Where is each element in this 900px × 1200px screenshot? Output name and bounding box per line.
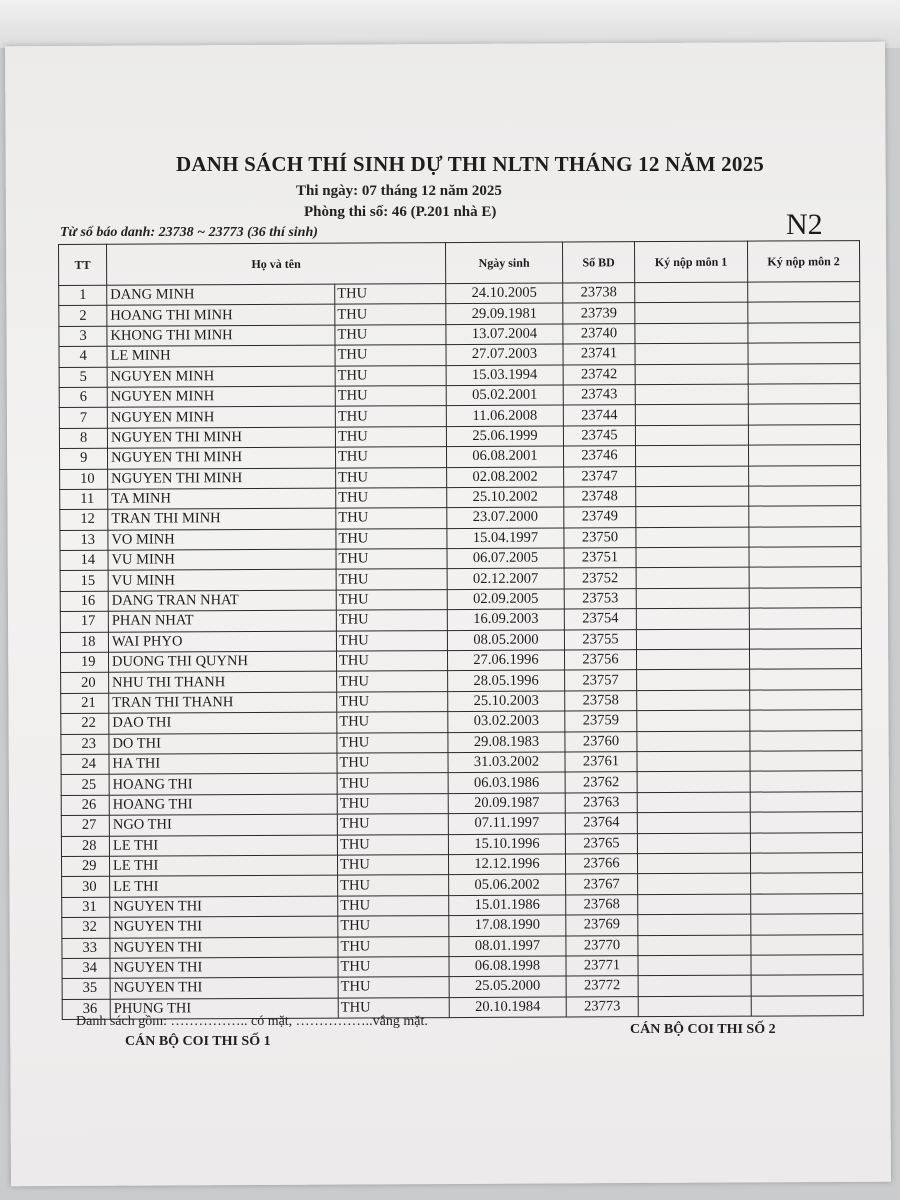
given-name-cell: THU xyxy=(336,508,447,529)
sign-subject-1-cell xyxy=(637,670,750,691)
row-number: 33 xyxy=(62,938,110,959)
given-name-cell: THU xyxy=(338,895,449,916)
candidate-number-cell: 23739 xyxy=(563,303,635,324)
row-number: 11 xyxy=(60,489,108,510)
row-number: 8 xyxy=(59,428,107,449)
birth-date-cell: 20.10.1984 xyxy=(449,997,566,1018)
row-number: 16 xyxy=(60,591,108,612)
sign-subject-2-cell xyxy=(749,628,861,649)
row-number: 4 xyxy=(59,346,107,367)
surname-cell: VU MINH xyxy=(108,549,336,571)
sign-subject-1-cell xyxy=(636,629,749,650)
birth-date-cell: 11.06.2008 xyxy=(446,405,563,426)
surname-cell: NGUYEN THI xyxy=(110,896,338,918)
candidate-number-cell: 23769 xyxy=(566,915,638,936)
sign-subject-1-cell xyxy=(637,771,750,792)
candidate-number-cell: 23749 xyxy=(564,507,636,528)
surname-cell: DUONG THI QUYNH xyxy=(108,651,336,673)
birth-date-cell: 25.06.1999 xyxy=(446,426,563,447)
candidate-number-cell: 23745 xyxy=(563,425,635,446)
row-number: 21 xyxy=(61,693,109,714)
sign-subject-2-cell xyxy=(748,322,860,343)
row-number: 30 xyxy=(62,877,110,898)
given-name-cell: THU xyxy=(337,793,448,814)
row-number: 24 xyxy=(61,754,109,775)
sign-subject-2-cell xyxy=(748,302,860,323)
given-name-cell: THU xyxy=(335,324,446,345)
given-name-cell: THU xyxy=(338,936,449,957)
candidate-number-cell: 23754 xyxy=(564,609,636,630)
candidate-number-cell: 23744 xyxy=(563,405,635,426)
sign-subject-1-cell xyxy=(636,649,749,670)
given-name-cell: THU xyxy=(335,365,446,386)
candidate-number-cell: 23746 xyxy=(563,446,635,467)
sign-subject-1-cell xyxy=(636,466,749,487)
sign-subject-2-cell xyxy=(750,710,862,731)
sign-subject-1-cell xyxy=(635,404,748,425)
sign-subject-1-cell xyxy=(637,731,750,752)
candidate-number-range: Từ số báo danh: 23738 ~ 23773 (36 thí sinh) xyxy=(60,225,318,240)
birth-date-cell: 07.11.1997 xyxy=(448,813,565,834)
given-name-cell: THU xyxy=(336,528,447,549)
sign-subject-2-cell xyxy=(748,363,860,384)
surname-cell: LE MINH xyxy=(107,345,335,367)
birth-date-cell: 06.03.1986 xyxy=(448,772,565,793)
sign-subject-1-cell xyxy=(636,568,749,589)
birth-date-cell: 25.10.2002 xyxy=(447,487,564,508)
birth-date-cell: 17.08.1990 xyxy=(449,915,566,936)
surname-cell: VO MINH xyxy=(108,529,336,551)
row-number: 2 xyxy=(59,306,107,327)
surname-cell: NGUYEN MINH xyxy=(107,386,335,408)
row-number: 25 xyxy=(61,775,109,796)
birth-date-cell: 15.01.1986 xyxy=(449,895,566,916)
sign-subject-2-cell xyxy=(749,608,861,629)
surname-cell: PHUNG THI xyxy=(110,998,338,1020)
birth-date-cell: 05.02.2001 xyxy=(446,385,563,406)
row-number: 32 xyxy=(62,917,110,938)
given-name-cell: THU xyxy=(335,426,446,447)
birth-date-cell: 15.03.1994 xyxy=(446,365,563,386)
given-name-cell: THU xyxy=(338,956,449,977)
group-tag: N2 xyxy=(786,208,823,241)
sign-subject-1-cell xyxy=(636,588,749,609)
row-number: 35 xyxy=(62,979,110,1000)
given-name-cell: THU xyxy=(338,916,449,937)
birth-date-cell: 31.03.2002 xyxy=(448,752,565,773)
proctor-1-label: CÁN BỘ COI THI SỐ 1 xyxy=(125,1034,271,1049)
birth-date-cell: 25.10.2003 xyxy=(448,691,565,712)
surname-cell: NGUYEN THI MINH xyxy=(107,447,335,469)
header-full-name: Họ và tên xyxy=(107,243,446,286)
surname-cell: LE THI xyxy=(110,875,338,897)
sign-subject-2-cell xyxy=(750,791,862,812)
surname-cell: NGUYEN THI MINH xyxy=(107,427,335,449)
surname-cell: NGO THI xyxy=(109,814,337,836)
surname-cell: LE THI xyxy=(109,855,337,877)
sign-subject-2-cell xyxy=(751,934,863,955)
sign-subject-1-cell xyxy=(636,486,749,507)
sign-subject-2-cell xyxy=(749,485,861,506)
birth-date-cell: 06.07.2005 xyxy=(447,548,564,569)
exam-room: Phòng thi số: 46 (P.201 nhà E) xyxy=(304,204,497,220)
sign-subject-2-cell xyxy=(749,547,861,568)
given-name-cell: THU xyxy=(337,671,448,692)
given-name-cell: THU xyxy=(338,875,449,896)
candidate-number-cell: 23756 xyxy=(564,650,636,671)
candidate-number-cell: 23761 xyxy=(565,752,637,773)
candidate-number-cell: 23765 xyxy=(565,833,637,854)
sign-subject-1-cell xyxy=(635,425,748,446)
row-number: 17 xyxy=(60,612,108,633)
given-name-cell: THU xyxy=(335,386,446,407)
surname-cell: NGUYEN THI xyxy=(110,916,338,938)
birth-date-cell: 02.08.2002 xyxy=(447,467,564,488)
header-birth-date: Ngày sinh xyxy=(445,242,562,284)
given-name-cell: THU xyxy=(336,467,447,488)
row-number: 12 xyxy=(60,510,108,531)
surname-cell: NGUYEN MINH xyxy=(107,406,335,428)
birth-date-cell: 28.05.1996 xyxy=(448,670,565,691)
sign-subject-2-cell xyxy=(750,730,862,751)
row-number: 5 xyxy=(59,367,107,388)
candidate-number-cell: 23760 xyxy=(565,731,637,752)
surname-cell: NHU THI THANH xyxy=(109,672,337,694)
candidate-number-cell: 23748 xyxy=(564,487,636,508)
sign-subject-2-cell xyxy=(750,832,862,853)
sign-subject-1-cell xyxy=(637,812,750,833)
surname-cell: DO THI xyxy=(109,733,337,755)
surname-cell: VU MINH xyxy=(108,570,336,592)
sign-subject-2-cell xyxy=(748,282,860,303)
row-number: 18 xyxy=(60,632,108,653)
candidate-number-cell: 23750 xyxy=(564,527,636,548)
candidate-table-wrapper xyxy=(58,240,864,1020)
sign-subject-2-cell xyxy=(751,914,863,935)
sign-subject-2-cell xyxy=(751,954,863,975)
sign-subject-1-cell xyxy=(637,690,750,711)
birth-date-cell: 08.05.2000 xyxy=(447,630,564,651)
given-name-cell: THU xyxy=(337,773,448,794)
candidate-number-cell: 23740 xyxy=(563,323,635,344)
header-tt: TT xyxy=(59,244,107,285)
row-number: 3 xyxy=(59,326,107,347)
candidate-number-cell: 23771 xyxy=(566,956,638,977)
exam-date: Thi ngày: 07 tháng 12 năm 2025 xyxy=(296,183,502,199)
row-number: 29 xyxy=(61,856,109,877)
sign-subject-2-cell xyxy=(749,567,861,588)
table-header-row xyxy=(59,241,860,286)
given-name-cell: THU xyxy=(335,284,446,305)
candidate-number-cell: 23759 xyxy=(565,711,637,732)
sign-subject-2-cell xyxy=(749,526,861,547)
candidate-number-cell: 23772 xyxy=(566,976,638,997)
sign-subject-2-cell xyxy=(751,893,863,914)
sign-subject-2-cell xyxy=(751,873,863,894)
row-number: 7 xyxy=(59,408,107,429)
sign-subject-1-cell xyxy=(637,710,750,731)
birth-date-cell: 12.12.1996 xyxy=(448,854,565,875)
sign-subject-1-cell xyxy=(636,608,749,629)
given-name-cell: THU xyxy=(337,834,448,855)
candidate-number-cell: 23773 xyxy=(566,996,638,1017)
candidate-number-cell: 23753 xyxy=(564,589,636,610)
header-candidate-number: Số BD xyxy=(562,242,634,283)
surname-cell: KHONG THI MINH xyxy=(107,325,335,347)
sign-subject-1-cell xyxy=(638,996,751,1017)
row-number: 9 xyxy=(59,448,107,469)
attendance-summary: Danh sách gồm: …………….. có mặt, ……………..vắng mặt. xyxy=(76,1014,428,1029)
sign-subject-2-cell xyxy=(748,404,860,425)
given-name-cell: THU xyxy=(336,589,447,610)
birth-date-cell: 06.08.1998 xyxy=(449,956,566,977)
header-sign-subject-1: Ký nộp môn 1 xyxy=(634,241,747,283)
surname-cell: DANG MINH xyxy=(107,284,335,306)
sign-subject-1-cell xyxy=(635,282,748,303)
row-number: 15 xyxy=(60,571,108,592)
candidate-number-cell: 23764 xyxy=(565,813,637,834)
document-title: DANH SÁCH THÍ SINH DỰ THI NLTN THÁNG 12 NĂM 2025 xyxy=(176,152,764,176)
birth-date-cell: 15.10.1996 xyxy=(448,834,565,855)
surname-cell: HA THI xyxy=(109,753,337,775)
row-number: 31 xyxy=(62,897,110,918)
row-number: 14 xyxy=(60,550,108,571)
row-number: 20 xyxy=(61,673,109,694)
surname-cell: PHAN NHAT xyxy=(108,610,336,632)
candidate-number-cell: 23752 xyxy=(564,568,636,589)
sign-subject-2-cell xyxy=(751,975,863,996)
birth-date-cell: 27.06.1996 xyxy=(447,650,564,671)
row-number: 6 xyxy=(59,387,107,408)
sign-subject-2-cell xyxy=(750,689,862,710)
sign-subject-2-cell xyxy=(748,384,860,405)
row-number: 26 xyxy=(61,795,109,816)
sign-subject-1-cell xyxy=(638,894,751,915)
sign-subject-2-cell xyxy=(748,424,860,445)
sign-subject-1-cell xyxy=(637,853,750,874)
row-number: 19 xyxy=(60,652,108,673)
given-name-cell: THU xyxy=(337,732,448,753)
surname-cell: DAO THI xyxy=(109,712,337,734)
surname-cell: TRAN THI MINH xyxy=(108,508,336,530)
sign-subject-1-cell xyxy=(635,303,748,324)
given-name-cell: THU xyxy=(336,610,447,631)
surname-cell: TA MINH xyxy=(108,488,336,510)
given-name-cell: THU xyxy=(337,855,448,876)
background-paper-edge xyxy=(0,0,900,48)
birth-date-cell: 24.10.2005 xyxy=(446,283,563,304)
sign-subject-2-cell xyxy=(750,771,862,792)
candidate-number-cell: 23757 xyxy=(565,670,637,691)
row-number: 22 xyxy=(61,713,109,734)
given-name-cell: THU xyxy=(337,753,448,774)
birth-date-cell: 16.09.2003 xyxy=(447,609,564,630)
row-number: 23 xyxy=(61,734,109,755)
candidate-number-cell: 23741 xyxy=(563,344,635,365)
given-name-cell: THU xyxy=(337,691,448,712)
candidate-number-cell: 23763 xyxy=(565,792,637,813)
given-name-cell: THU xyxy=(336,569,447,590)
sign-subject-2-cell xyxy=(748,343,860,364)
surname-cell: NGUYEN THI xyxy=(110,937,338,959)
sign-subject-1-cell xyxy=(635,343,748,364)
surname-cell: HOANG THI MINH xyxy=(107,305,335,327)
sign-subject-2-cell xyxy=(749,649,861,670)
candidate-number-cell: 23743 xyxy=(563,385,635,406)
candidate-number-cell: 23755 xyxy=(564,629,636,650)
candidate-table xyxy=(58,240,864,1020)
sign-subject-1-cell xyxy=(638,975,751,996)
birth-date-cell: 23.07.2000 xyxy=(447,507,564,528)
sign-subject-1-cell xyxy=(635,445,748,466)
surname-cell: HOANG THI xyxy=(109,774,337,796)
sign-subject-2-cell xyxy=(750,812,862,833)
given-name-cell: THU xyxy=(338,977,449,998)
candidate-number-cell: 23758 xyxy=(565,690,637,711)
birth-date-cell: 25.05.2000 xyxy=(449,976,566,997)
given-name-cell: THU xyxy=(336,630,447,651)
candidate-number-cell: 23766 xyxy=(565,854,637,875)
sign-subject-2-cell xyxy=(750,751,862,772)
surname-cell: TRAN THI THANH xyxy=(109,692,337,714)
row-number: 34 xyxy=(62,958,110,979)
sign-subject-2-cell xyxy=(750,669,862,690)
given-name-cell: THU xyxy=(337,712,448,733)
surname-cell: NGUYEN MINH xyxy=(107,366,335,388)
sign-subject-2-cell xyxy=(751,995,863,1016)
candidate-number-cell: 23767 xyxy=(566,874,638,895)
sign-subject-1-cell xyxy=(635,364,748,385)
given-name-cell: THU xyxy=(336,488,447,509)
birth-date-cell: 06.08.2001 xyxy=(446,446,563,467)
candidate-number-cell: 23770 xyxy=(566,935,638,956)
sign-subject-2-cell xyxy=(750,853,862,874)
candidate-number-cell: 23742 xyxy=(563,364,635,385)
sign-subject-1-cell xyxy=(635,323,748,344)
row-number: 28 xyxy=(61,836,109,857)
surname-cell: NGUYEN THI MINH xyxy=(108,468,336,490)
given-name-cell: THU xyxy=(336,651,447,672)
surname-cell: DANG TRAN NHAT xyxy=(108,590,336,612)
surname-cell: NGUYEN THI xyxy=(110,977,338,999)
given-name-cell: THU xyxy=(335,345,446,366)
birth-date-cell: 05.06.2002 xyxy=(449,874,566,895)
surname-cell: NGUYEN THI xyxy=(110,957,338,979)
sign-subject-1-cell xyxy=(637,751,750,772)
sign-subject-1-cell xyxy=(636,547,749,568)
given-name-cell: THU xyxy=(335,304,446,325)
birth-date-cell: 02.09.2005 xyxy=(447,589,564,610)
sign-subject-2-cell xyxy=(749,587,861,608)
birth-date-cell: 15.04.1997 xyxy=(447,528,564,549)
birth-date-cell: 29.09.1981 xyxy=(446,303,563,324)
proctor-2-label: CÁN BỘ COI THI SỐ 2 xyxy=(630,1022,776,1037)
sign-subject-2-cell xyxy=(749,465,861,486)
row-number: 10 xyxy=(60,469,108,490)
row-number: 1 xyxy=(59,285,107,306)
given-name-cell: THU xyxy=(338,997,449,1018)
candidate-number-cell: 23768 xyxy=(566,894,638,915)
sign-subject-1-cell xyxy=(636,527,749,548)
given-name-cell: THU xyxy=(335,406,446,427)
given-name-cell: THU xyxy=(337,814,448,835)
sign-subject-1-cell xyxy=(635,384,748,405)
birth-date-cell: 29.08.1983 xyxy=(448,732,565,753)
sign-subject-1-cell xyxy=(637,833,750,854)
sign-subject-1-cell xyxy=(636,506,749,527)
birth-date-cell: 02.12.2007 xyxy=(447,568,564,589)
surname-cell: LE THI xyxy=(109,835,337,857)
candidate-number-cell: 23747 xyxy=(564,466,636,487)
row-number: 27 xyxy=(61,815,109,836)
sign-subject-1-cell xyxy=(638,914,751,935)
birth-date-cell: 03.02.2003 xyxy=(448,711,565,732)
row-number: 13 xyxy=(60,530,108,551)
birth-date-cell: 20.09.1987 xyxy=(448,793,565,814)
sign-subject-1-cell xyxy=(638,935,751,956)
candidate-number-cell: 23738 xyxy=(563,283,635,304)
row-number: 36 xyxy=(62,999,110,1020)
sign-subject-1-cell xyxy=(637,792,750,813)
given-name-cell: THU xyxy=(336,549,447,570)
surname-cell: HOANG THI xyxy=(109,794,337,816)
birth-date-cell: 08.01.1997 xyxy=(449,936,566,957)
birth-date-cell: 27.07.2003 xyxy=(446,344,563,365)
surname-cell: WAI PHYO xyxy=(108,631,336,653)
sign-subject-2-cell xyxy=(749,506,861,527)
sign-subject-1-cell xyxy=(638,955,751,976)
given-name-cell: THU xyxy=(335,447,446,468)
candidate-number-cell: 23751 xyxy=(564,548,636,569)
sign-subject-1-cell xyxy=(638,873,751,894)
birth-date-cell: 13.07.2004 xyxy=(446,324,563,345)
header-sign-subject-2: Ký nộp môn 2 xyxy=(747,241,859,283)
sign-subject-2-cell xyxy=(748,445,860,466)
candidate-number-cell: 23762 xyxy=(565,772,637,793)
